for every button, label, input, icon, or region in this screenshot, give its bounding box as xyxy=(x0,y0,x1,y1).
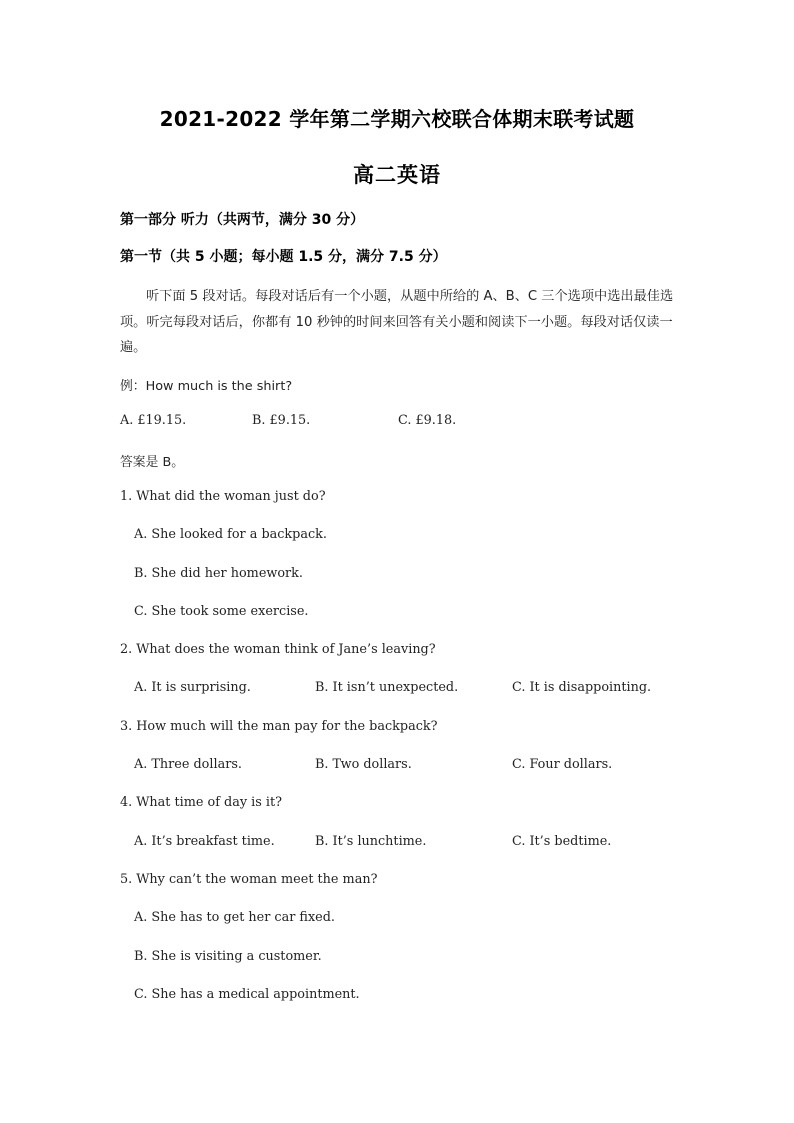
question-1-option-c: C. She took some exercise. xyxy=(134,604,309,619)
question-4-stem: 4. What time of day is it? xyxy=(120,795,282,810)
question-5-option-a: A. She has to get her car fixed. xyxy=(134,910,335,925)
example-option-a: A. £19.15. xyxy=(120,413,187,428)
example-question: 例：How much is the shirt? xyxy=(120,379,293,394)
question-2-option-a: A. It is surprising. xyxy=(134,680,251,695)
question-3-option-a: A. Three dollars. xyxy=(134,757,242,772)
part-one-heading: 第一部分 听力（共两节，满分 30 分） xyxy=(120,212,365,228)
example-answer: 答案是 B。 xyxy=(120,455,185,470)
question-1-stem: 1. What did the woman just do? xyxy=(120,489,326,504)
example-option-c: C. £9.18. xyxy=(398,413,457,428)
question-2-stem: 2. What does the woman think of Jane’s leaving? xyxy=(120,642,436,657)
question-2-option-c: C. It is disappointing. xyxy=(512,680,652,695)
example-option-b: B. £9.15. xyxy=(252,413,311,428)
question-3-stem: 3. How much will the man pay for the backpack? xyxy=(120,719,438,734)
question-3-option-b: B. Two dollars. xyxy=(315,757,412,772)
question-2-option-b: B. It isn’t unexpected. xyxy=(315,680,459,695)
question-5-stem: 5. Why can’t the woman meet the man? xyxy=(120,872,378,887)
exam-title: 2021-2022 学年第二学期六校联合体期末联考试题 xyxy=(159,107,635,131)
question-3-option-c: C. Four dollars. xyxy=(512,757,613,772)
question-5-option-b: B. She is visiting a customer. xyxy=(134,949,322,964)
instructions-paragraph: 听下面 5 段对话。每段对话后有一个小题，从题中所给的 A、B、C 三个选项中选出最佳选项。听完每段对话后，你都有 10 秒钟的时间来回答有关小题和阅读下一小题。每段对话仅读一遍。 xyxy=(120,289,674,355)
question-4-option-a: A. It’s breakfast time. xyxy=(134,834,275,849)
question-1-option-a: A. She looked for a backpack. xyxy=(134,527,327,542)
question-5-option-c: C. She has a medical appointment. xyxy=(134,987,360,1002)
question-1-option-b: B. She did her homework. xyxy=(134,566,303,581)
question-4-option-c: C. It’s bedtime. xyxy=(512,834,612,849)
exam-subject: 高二英语 xyxy=(353,163,441,187)
section-one-heading: 第一节（共 5 小题；每小题 1.5 分，满分 7.5 分） xyxy=(120,249,447,265)
question-4-option-b: B. It’s lunchtime. xyxy=(315,834,427,849)
